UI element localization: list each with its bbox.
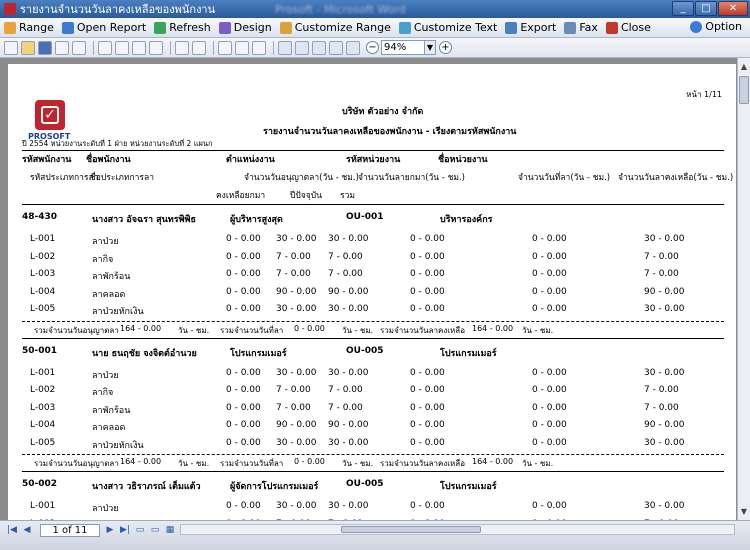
page-width-icon[interactable] [346,41,360,55]
leave-row [8,501,736,518]
employee-name: นางสาว วธิราภรณ์ เต็มแต้ว [92,482,201,492]
header-rule-top [22,150,724,151]
leave-brought-forward: 0 - 0.00 [410,385,445,395]
leave-brought-forward: 0 - 0.00 [410,234,445,244]
summary-allowed-unit: วัน - ชม. [178,459,210,468]
leave-name: ลาป่วย [92,370,119,381]
menu-item-label: Range [19,21,54,34]
leave-carry-forward: 0 - 0.00 [226,385,261,395]
hdr-dept-code: รหัสหน่วยงาน [346,155,401,165]
leave-total: 30 - 0.00 [328,234,369,244]
copy-icon[interactable] [98,41,112,55]
multi-page-icon[interactable] [329,41,343,55]
summary-taken-value: 0 - 0.00 [294,457,325,466]
hdr-employee-name: ชื่อพนักงาน [86,155,131,165]
hdr-leave-type-code: รหัสประเภทการลา [30,173,99,183]
summary-rule [22,454,724,455]
horizontal-scrollbar[interactable] [180,524,735,535]
double-view-icon[interactable]: ▭ [150,525,160,535]
title-bar [0,0,750,18]
mail-icon[interactable] [72,41,86,55]
navigation-bar [0,520,750,550]
leave-brought-forward: 0 - 0.00 [410,367,445,378]
leave-total: 7 - 0.00 [328,251,363,262]
summary-remain-value: 164 - 0.00 [472,457,514,466]
employee-name: นาย ธนฤชัย จงจิตต์อำนวย [92,348,197,359]
toolbar-separator [213,41,214,55]
employee-dept-code: OU-005 [346,345,384,356]
summary-allowed-unit: วัน - ชม. [178,325,210,335]
hdr-current-year: ปีปัจจุบัน [290,191,322,201]
last-page-icon[interactable]: ▶| [120,525,130,535]
leave-code: L-002 [30,251,56,262]
leave-total: 7 - 0.00 [328,385,363,395]
section-rule [22,338,724,339]
leave-brought-forward: 0 - 0.00 [410,269,445,279]
option-button[interactable] [690,20,742,33]
leave-current-year: 90 - 0.00 [276,420,317,430]
leave-name: ลาพักร้อน [92,405,131,416]
print-icon[interactable] [4,41,18,55]
leave-name: ลาป่วยหักเงิน [92,440,144,451]
leave-code: L-003 [30,269,56,279]
minimize-button[interactable]: _ [672,1,694,16]
fax-icon [564,22,576,34]
app-icon [4,3,16,15]
employee-dept-name: โปรแกรมเมอร์ [440,348,497,359]
leave-taken: 0 - 0.00 [532,420,567,430]
summary-allowed-label: รวมจำนวนวันอนุญาตลา [34,459,119,468]
company-name: บริษัท ตัวอย่าง จำกัด [342,107,424,117]
leave-taken: 0 - 0.00 [532,286,567,297]
vertical-scrollbar[interactable] [737,58,750,520]
leave-row [8,252,736,269]
leave-remaining: 7 - 0.00 [644,269,679,279]
leave-taken: 0 - 0.00 [532,269,567,279]
customize-text-icon [399,22,411,34]
summary-taken-unit: วัน - ชม. [342,325,374,335]
leave-remaining: 30 - 0.00 [644,437,685,448]
leave-taken: 0 - 0.00 [532,251,567,262]
vertical-scroll-thumb[interactable] [739,76,749,104]
page-icon[interactable] [115,41,129,55]
menu-refresh-button[interactable] [154,21,211,34]
menu-customize-text-button[interactable] [399,21,497,34]
toolbar-separator [170,41,171,55]
report-viewport[interactable] [0,58,750,520]
summary-taken-label: รวมจำนวนวันที่ลา [220,325,284,335]
leave-carry-forward: 0 - 0.00 [226,402,261,413]
leave-code: L-004 [30,420,56,430]
employee-code: 50-002 [22,479,58,489]
logo-mark [35,100,65,130]
leave-current-year: 7 - 0.00 [276,269,311,279]
employee-position: โปรแกรมเมอร์ [230,348,287,359]
leave-brought-forward: 0 - 0.00 [410,501,445,511]
hdr-allowed-days: จำนวนวันอนุญาตลา(วัน - ชม.) [244,173,359,183]
grid-view-icon[interactable]: ▦ [165,525,175,535]
header-rule-bottom [22,204,724,205]
leave-current-year: 7 - 0.00 [276,251,311,262]
leave-taken: 0 - 0.00 [532,304,567,314]
export-icon [505,22,517,34]
menu-bar [0,18,750,38]
leave-carry-forward: 0 - 0.00 [226,269,261,279]
leave-taken: 0 - 0.00 [532,501,567,511]
zoom-out-icon[interactable]: − [366,41,379,54]
scroll-down-icon[interactable]: ▼ [740,507,748,516]
leave-current-year: 90 - 0.00 [276,286,317,297]
scroll-up-icon[interactable]: ▲ [740,62,748,71]
section-rule [22,471,724,472]
leave-total: 7 - 0.00 [328,269,363,279]
summary-taken-value: 0 - 0.00 [294,323,325,333]
leave-total: 30 - 0.00 [328,304,369,314]
leave-remaining: 90 - 0.00 [644,286,685,297]
menu-item-label: Customize Text [413,21,498,34]
outline-icon[interactable] [192,41,206,55]
page-indicator[interactable]: 1 of 11 [40,524,100,537]
leave-remaining: 7 - 0.00 [644,385,679,395]
leave-current-year: 7 - 0.00 [276,385,311,395]
header-row-1 [8,152,736,169]
menu-item-label: Fax [579,21,598,34]
chevron-down-icon[interactable]: ▼ [425,40,436,55]
pointer-icon[interactable] [218,41,232,55]
prev-page-icon[interactable]: ◀ [23,525,31,535]
leave-taken: 0 - 0.00 [532,385,567,395]
leave-row [8,368,736,385]
blurred-window-title: Prosoft - Microsoft Word [275,2,406,16]
open-report-icon [62,22,74,34]
design-icon [219,22,231,34]
hand-icon[interactable] [235,41,249,55]
menu-item-label: Export [520,21,557,34]
menu-item-label: Open Report [76,21,147,34]
hdr-dept-name: ชื่อหน่วยงาน [438,155,488,165]
leave-remaining: 30 - 0.00 [644,304,685,314]
export-tool-icon[interactable] [55,41,69,55]
menu-item-label: Customize Range [294,21,391,34]
leave-total: 90 - 0.00 [328,420,369,430]
hdr-remaining-days: จำนวนวันลาคงเหลือ(วัน - ชม.) [618,173,734,183]
window-close-button[interactable]: ✕ [718,1,748,16]
range-icon [4,22,16,34]
toolbar-separator [93,41,94,55]
leave-code: L-001 [30,367,56,378]
summary-taken-label: รวมจำนวนวันที่ลา [220,459,284,468]
find-icon[interactable] [149,41,163,55]
leave-row [8,234,736,251]
toolbar-separator [273,41,274,55]
leave-carry-forward: 0 - 0.00 [226,501,261,511]
leave-code: L-005 [30,304,56,314]
leave-carry-forward: 0 - 0.00 [226,251,261,262]
zoom-in-icon[interactable]: + [439,41,452,54]
employee-row [8,346,736,363]
leave-total: 30 - 0.00 [328,501,369,511]
thumbnails-icon[interactable] [175,41,189,55]
summary-remain-unit: วัน - ชม. [522,325,554,335]
edit-icon[interactable] [132,41,146,55]
report-title: รายงานจำนวนวันลาคงเหลือของพนักงาน - เรียงตามรหัสพนักงาน [263,127,517,137]
first-page-icon[interactable]: |◀ [7,525,17,535]
leave-name: ลาคลอด [92,289,126,300]
close-icon [606,22,618,34]
employee-row [8,212,736,229]
leave-name: ลาป่วย [92,237,119,247]
summary-remain-label: รวมจำนวนวันลาคงเหลือ [380,325,465,335]
preview-toolbar [0,38,750,58]
leave-current-year: 7 - 0.00 [276,402,311,413]
leave-row [8,438,736,455]
leave-row [8,385,736,402]
customize-range-icon [280,22,292,34]
leave-current-year: 30 - 0.00 [276,501,317,511]
hdr-total: รวม [340,191,355,201]
leave-remaining: 90 - 0.00 [644,420,685,430]
menu-export-button[interactable] [505,21,556,34]
leave-current-year: 30 - 0.00 [276,304,317,314]
leave-brought-forward: 0 - 0.00 [410,402,445,413]
leave-name: ลาพักร้อน [92,272,131,282]
save-icon[interactable] [38,41,52,55]
summary-taken-unit: วัน - ชม. [342,459,374,468]
menu-item-label: Refresh [169,21,211,34]
leave-current-year: 30 - 0.00 [276,234,317,244]
leave-name: ลากิจ [92,254,114,265]
hdr-position: ตำแหน่งงาน [226,155,275,165]
leave-code: L-001 [30,501,56,511]
two-page-icon[interactable] [295,41,309,55]
leave-taken: 0 - 0.00 [532,367,567,378]
leave-row [8,287,736,304]
leave-carry-forward: 0 - 0.00 [226,437,261,448]
single-view-icon[interactable]: ▭ [135,525,145,535]
leave-carry-forward: 0 - 0.00 [226,367,261,378]
leave-current-year: 30 - 0.00 [276,367,317,378]
four-page-icon[interactable] [312,41,326,55]
summary-allowed-value: 164 - 0.00 [120,323,162,333]
leave-row [8,304,736,321]
leave-remaining: 7 - 0.00 [644,402,679,413]
single-page-icon[interactable] [278,41,292,55]
menu-fax-button[interactable] [564,21,598,34]
option-label: Option [705,20,742,33]
leave-taken: 0 - 0.00 [532,402,567,413]
menu-close-button[interactable] [606,21,651,34]
leave-code: L-005 [30,437,56,448]
leave-row [8,420,736,437]
leave-carry-forward: 0 - 0.00 [226,286,261,297]
leave-name: ลาคลอด [92,423,126,433]
hdr-taken-days: จำนวนวันที่ลา(วัน - ชม.) [518,173,611,183]
header-row-3 [8,188,736,205]
leave-remaining: 30 - 0.00 [644,501,685,511]
hdr-leave-type-name: ชื่อประเภทการลา [90,173,154,183]
maximize-button[interactable]: □ [695,1,717,16]
leave-code: L-001 [30,234,56,244]
leave-total: 90 - 0.00 [328,286,369,297]
employee-dept-name: โปรแกรมเมอร์ [440,482,497,492]
leave-code: L-003 [30,402,56,413]
employee-position: ผู้บริหารสูงสุด [230,215,283,225]
leave-code: L-004 [30,286,56,297]
employee-name: นางสาว อัจฉรา สุนทรพิพิธ [92,215,196,225]
check-icon: ✓ [41,106,59,124]
employee-row [8,479,736,496]
header-row-2 [8,170,736,187]
employee-code: 48-430 [22,212,58,222]
summary-remain-label: รวมจำนวนวันลาคงเหลือ [380,459,465,468]
leave-total: 30 - 0.00 [328,367,369,378]
menu-open-report-button[interactable] [62,21,146,34]
leave-taken: 0 - 0.00 [532,437,567,448]
page-number: หน้า 1/11 [686,90,722,99]
employee-position: ผู้จัดการโปรแกรมเมอร์ [230,482,319,492]
report-condition: ปี 2554 หน่วยงานระดับที่ 1 ฝ่าย หน่วยงานระดับที่ 2 แผนก [22,139,213,148]
employee-dept-code: OU-001 [346,212,384,222]
hdr-carry-forward: คงเหลือยกมา [216,191,266,201]
leave-remaining: 7 - 0.00 [644,251,679,262]
summary-allowed-label: รวมจำนวนวันอนุญาตลา [34,325,119,335]
leave-row [8,403,736,420]
refresh-icon [154,22,166,34]
menu-item-label: Design [233,21,272,34]
menu-item-label: Close [620,21,651,34]
window-title: รายงานจำนวนวันลาคงเหลือของพนักงาน [20,3,216,16]
report-page [8,64,736,520]
leave-carry-forward: 0 - 0.00 [226,234,261,244]
menu-range-button[interactable] [4,21,54,34]
leave-remaining: 30 - 0.00 [644,367,685,378]
next-page-icon[interactable]: ▶ [106,525,114,535]
summary-remain-unit: วัน - ชม. [522,459,554,468]
hdr-employee-code: รหัสพนักงาน [22,155,72,165]
leave-brought-forward: 0 - 0.00 [410,286,445,297]
menu-customize-range-button[interactable] [280,21,391,34]
summary-allowed-value: 164 - 0.00 [120,457,162,466]
leave-row [8,269,736,286]
hdr-brought-days: จำนวนวันลายกมา(วัน - ชม.) [358,173,465,183]
leave-name: ลาป่วย [92,504,119,514]
leave-carry-forward: 0 - 0.00 [226,420,261,430]
leave-brought-forward: 0 - 0.00 [410,304,445,314]
employee-code: 50-001 [22,345,58,356]
open-icon[interactable] [21,41,35,55]
menu-design-button[interactable] [219,21,272,34]
employee-dept-name: บริหารองค์กร [440,215,493,225]
leave-name: ลาป่วยหักเงิน [92,307,144,317]
leave-carry-forward: 0 - 0.00 [226,304,261,314]
horizontal-scroll-thumb[interactable] [341,526,481,533]
zoom-select[interactable]: 94% [381,40,425,55]
leave-remaining: 30 - 0.00 [644,234,685,244]
leave-brought-forward: 0 - 0.00 [410,437,445,448]
leave-brought-forward: 0 - 0.00 [410,420,445,430]
summary-rule [22,321,724,322]
leave-total: 7 - 0.00 [328,402,363,413]
leave-code: L-002 [30,385,56,395]
option-icon [690,21,702,33]
leave-current-year: 30 - 0.00 [276,437,317,448]
logo-text: PROSOFT [28,132,71,141]
leave-brought-forward: 0 - 0.00 [410,251,445,262]
leave-name: ลากิจ [92,388,114,398]
leave-total: 30 - 0.00 [328,437,369,448]
employee-dept-code: OU-005 [346,479,384,489]
binoculars-icon[interactable] [252,41,266,55]
summary-remain-value: 164 - 0.00 [472,323,514,333]
leave-taken: 0 - 0.00 [532,234,567,244]
